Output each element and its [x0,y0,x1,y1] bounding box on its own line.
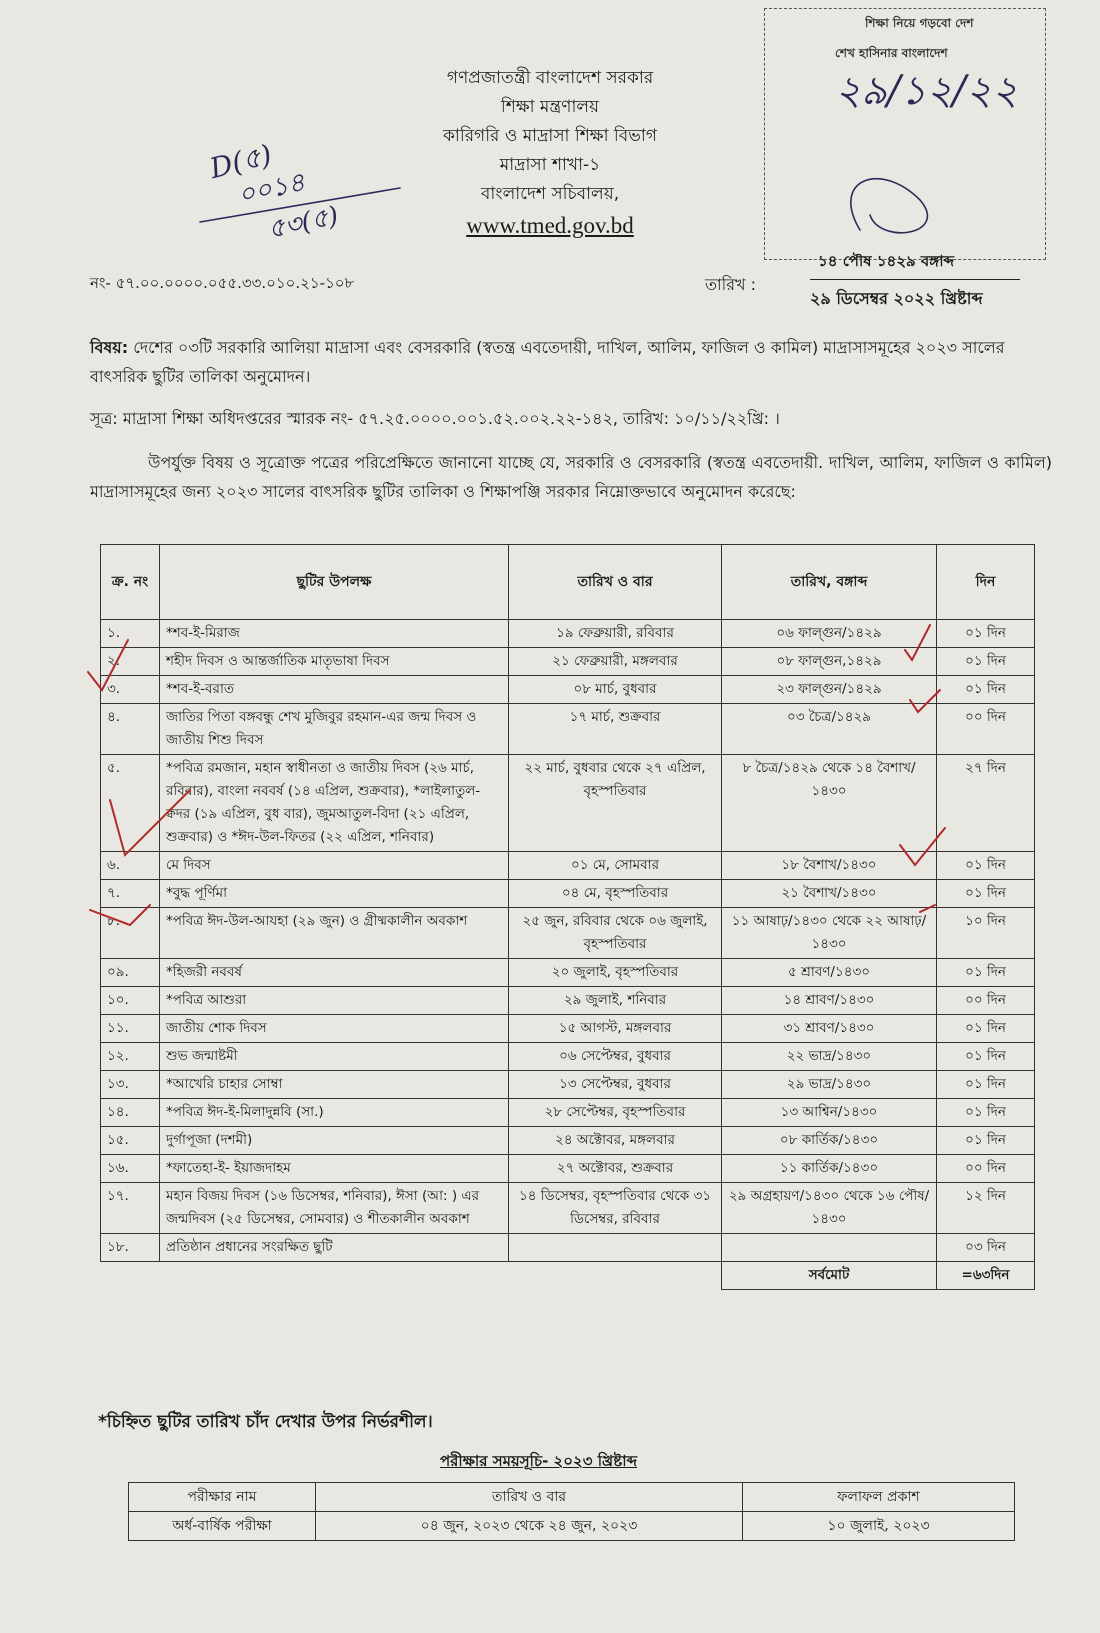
row-days: ০১ দিন [937,852,1035,880]
subject [90,333,1050,391]
memo-number: নং- ৫৭.০০.০০০০.০৫৫.৩৩.০১০.২১-১০৮ [90,274,355,292]
row-occasion: *শব-ই-বরাত [160,676,509,704]
table-row [101,704,1035,755]
exam-result-date: ১০ জুলাই, ২০২৩ [743,1512,1015,1541]
row-days: ১২ দিন [937,1183,1035,1234]
col-serial: ক্র. নং [101,545,160,620]
table-row [101,755,1035,852]
date-divider [810,279,1020,280]
exam-date: ০৪ জুন, ২০২৩ থেকে ২৪ জুন, ২০২৩ [316,1512,743,1541]
table-row [101,908,1035,959]
exam-schedule-title: পরীক্ষার সময়সূচি- ২০২৩ খ্রিষ্টাব্দ [440,1452,638,1470]
exam-schedule-table [128,1482,1015,1541]
row-bangla-date: ১১ কার্তিক/১৪৩০ [722,1155,937,1183]
row-occasion: *ফাতেহা-ই- ইয়াজদাহম [160,1155,509,1183]
exam-row [129,1512,1015,1541]
row-occasion: *বুদ্ধ পূর্ণিমা [160,880,509,908]
exam-col-date: তারিখ ও বার [316,1483,743,1512]
row-serial: ১২. [101,1043,160,1071]
table-row [101,1155,1035,1183]
row-bangla-date: ০৬ ফাল্গুন/১৪২৯ [722,620,937,648]
row-date [509,1234,722,1262]
table-row [101,676,1035,704]
body-paragraph: উপর্যুক্ত বিষয় ও সূত্রোক্ত পত্রের পরিপ্রেক্ষিতে জানানো যাচ্ছে যে, সরকারি ও বেসরকারি (স্বতন্ত্র এবতেদায়ী. দাখিল, আলিম, ফাজিল ও কামিল) মাদ্রাসাসমূহের জন্য ২০২৩ সালের বাৎসরিক ছুটির তালিকা ও শিক্ষাপঞ্জি সরকার নিম্নোক্তভাবে অনুমোদন করেছে: [90,453,1052,501]
header-line-2: শিক্ষা মন্ত্রণালয় [500,97,600,117]
row-bangla-date [722,1234,937,1262]
exam-name: অর্ধ-বার্ষিক পরীক্ষা [129,1512,316,1541]
row-date: ০১ মে, সোমবার [509,852,722,880]
row-serial: ২. [101,648,160,676]
row-bangla-date: ২৯ অগ্রহায়ণ/১৪৩০ থেকে ১৬ পৌষ/১৪৩০ [722,1183,937,1234]
row-occasion: জাতীয় শোক দিবস [160,1015,509,1043]
row-bangla-date: ১১ আষাঢ়/১৪৩০ থেকে ২২ আষাঢ়/১৪৩০ [722,908,937,959]
row-bangla-date: ২১ বৈশাখ/১৪৩০ [722,880,937,908]
row-days: ০১ দিন [937,1043,1035,1071]
row-date: ২১ ফেব্রুয়ারী, মঙ্গলবার [509,648,722,676]
row-date: ১৭ মার্চ, শুক্রবার [509,704,722,755]
row-date: ১৯ ফেব্রুয়ারী, রবিবার [509,620,722,648]
row-serial: ০৯. [101,959,160,987]
row-date: ০৬ সেপ্টেম্বর, বুধবার [509,1043,722,1071]
table-row [101,987,1035,1015]
subject-label: বিষয়: [90,338,129,357]
row-occasion: *আখেরি চাহার সোম্বা [160,1071,509,1099]
reference [90,406,1050,433]
row-date: ২৫ জুন, রবিবার থেকে ০৬ জুলাই, বৃহস্পতিবার [509,908,722,959]
table-row [101,1234,1035,1262]
row-bangla-date: ২৩ ফাল্গুন/১৪২৯ [722,676,937,704]
letterhead [300,64,800,240]
holiday-table-header [101,545,1035,620]
stamp-handwritten-date: ২৯/১২/২২ [835,68,1018,114]
table-row [101,1015,1035,1043]
row-occasion: জাতির পিতা বঙ্গবন্ধু শেখ মুজিবুর রহমান-এর জন্ম দিবস ও জাতীয় শিশু দিবস [160,704,509,755]
row-days: ০১ দিন [937,1015,1035,1043]
holiday-table [100,544,1035,1290]
row-serial: ১১. [101,1015,160,1043]
row-serial: ৩. [101,676,160,704]
row-bangla-date: ৮ চৈত্র/১৪২৯ থেকে ১৪ বৈশাখ/১৪৩০ [722,755,937,852]
total-value: =৬৩দিন [937,1262,1035,1290]
row-serial: ১৪. [101,1099,160,1127]
reference-text: মাদ্রাসা শিক্ষা অধিদপ্তরের স্মারক নং- ৫৭.২৫.০০০০.০০১.৫২.০০২.২২-১৪২, তারিখ: ১০/১১/২২খ্রি: । [122,409,780,428]
total-label: সর্বমোট [722,1262,937,1290]
date-gregorian: ২৯ ডিসেম্বর ২০২২ খ্রিষ্টাব্দ [810,289,983,308]
row-serial: ১. [101,620,160,648]
row-occasion: শুভ জন্মাষ্টমী [160,1043,509,1071]
table-row [101,880,1035,908]
table-row [101,852,1035,880]
row-days: ০০ দিন [937,1155,1035,1183]
table-row [101,648,1035,676]
row-occasion: *পবিত্র রমজান, মহান স্বাধীনতা ও জাতীয় দিবস (২৬ মার্চ, রবিবার), বাংলা নববর্ষ (১৪ এপ্রিল, শুক্রবার), *লাইলাতুল-ক্বদর (১৯ এপ্রিল, বুধ বার), জুমআতুল-বিদা (২১ এপ্রিল, শুক্রবার) ও *ঈদ-উল-ফিতর (২২ এপ্রিল, শনিবার) [160,755,509,852]
row-date: ১৫ আগস্ট, মঙ্গলবার [509,1015,722,1043]
table-row [101,1183,1035,1234]
row-days: ০১ দিন [937,1099,1035,1127]
row-date: ২৮ সেপ্টেম্বর, বৃহস্পতিবার [509,1099,722,1127]
row-bangla-date: ২৯ ভাদ্র/১৪৩০ [722,1071,937,1099]
exam-col-result: ফলাফল প্রকাশ [743,1483,1015,1512]
col-days: দিন [937,545,1035,620]
stamp-line-1: শিক্ষা নিয়ে গড়বো দেশ [865,16,974,30]
table-row [101,1099,1035,1127]
table-row [101,1043,1035,1071]
row-serial: ৫. [101,755,160,852]
row-occasion: *হিজরী নববর্ষ [160,959,509,987]
row-occasion: প্রতিষ্ঠান প্রধানের সংরক্ষিত ছুটি [160,1234,509,1262]
row-date: ০৪ মে, বৃহস্পতিবার [509,880,722,908]
header-line-4: মাদ্রাসা শাখা-১ [499,155,601,175]
row-bangla-date: ৫ শ্রাবণ/১৪৩০ [722,959,937,987]
table-row [101,1071,1035,1099]
row-bangla-date: ৩১ শ্রাবণ/১৪৩০ [722,1015,937,1043]
row-occasion: শহীদ দিবস ও আন্তর্জাতিক মাতৃভাষা দিবস [160,648,509,676]
row-date: ২৯ জুলাই, শনিবার [509,987,722,1015]
row-occasion: *পবিত্র ঈদ-ই-মিলাদুন্নবি (সা.) [160,1099,509,1127]
exam-col-name: পরীক্ষার নাম [129,1483,316,1512]
row-days: ০০ দিন [937,987,1035,1015]
table-row [101,1127,1035,1155]
row-days: ০১ দিন [937,1127,1035,1155]
row-bangla-date: ২২ ভাদ্র/১৪৩০ [722,1043,937,1071]
row-days: ০১ দিন [937,959,1035,987]
row-date: ১৩ সেপ্টেম্বর, বুধবার [509,1071,722,1099]
row-date: ২৪ অক্টোবর, মঙ্গলবার [509,1127,722,1155]
row-days: ০১ দিন [937,648,1035,676]
date-bangla: ১৪ পৌষ ১৪২৯ বঙ্গাব্দ [818,252,955,270]
row-bangla-date: ০৩ চৈত্র/১৪২৯ [722,704,937,755]
row-bangla-date: ০৮ ফাল্গুন,১৪২৯ [722,648,937,676]
row-occasion: *শব-ই-মিরাজ [160,620,509,648]
row-days: ০১ দিন [937,880,1035,908]
ministry-website-link[interactable]: www.tmed.gov.bd [466,213,634,238]
row-serial: ৬. [101,852,160,880]
row-date: ০৮ মার্চ, বুধবার [509,676,722,704]
subject-text: দেশের ০৩টি সরকারি আলিয়া মাদ্রাসা এবং বেসরকারি (স্বতন্ত্র এবতেদায়ী, দাখিল, আলিম, ফাজিল ও কামিল) মাদ্রাসাসমূহের ২০২৩ সালের বাৎসরিক ছুটির তালিকা অনুমোদন। [90,338,1005,386]
row-occasion: মে দিবস [160,852,509,880]
row-days: ০৩ দিন [937,1234,1035,1262]
row-days: ০০ দিন [937,704,1035,755]
row-serial: ৮. [101,908,160,959]
row-days: ১০ দিন [937,908,1035,959]
row-date: ২০ জুলাই, বৃহস্পতিবার [509,959,722,987]
row-date: ২৭ অক্টোবর, শুক্রবার [509,1155,722,1183]
row-serial: ৪. [101,704,160,755]
row-bangla-date: ০৮ কার্তিক/১৪৩০ [722,1127,937,1155]
row-bangla-date: ১৩ আশ্বিন/১৪৩০ [722,1099,937,1127]
handwritten-note-3: ৫৩(৫) [265,200,342,246]
table-row [101,620,1035,648]
row-days: ০১ দিন [937,676,1035,704]
row-serial: ১৭. [101,1183,160,1234]
row-days: ০১ দিন [937,620,1035,648]
row-days: ২৭ দিন [937,755,1035,852]
row-serial: ১৬. [101,1155,160,1183]
row-occasion: দুর্গাপূজা (দশমী) [160,1127,509,1155]
stamp-line-2: শেখ হাসিনার বাংলাদেশ [835,46,948,60]
row-serial: ৭. [101,880,160,908]
header-line-5: বাংলাদেশ সচিবালয়, [480,184,620,204]
col-date-day: তারিখ ও বার [509,545,722,620]
total-row [101,1262,1035,1290]
handwritten-note-2: ০০১৪ [235,167,308,211]
col-bangla-date: তারিখ, বঙ্গাব্দ [722,545,937,620]
row-serial: ১৫. [101,1127,160,1155]
row-date: ১৪ ডিসেম্বর, বৃহস্পতিবার থেকে ৩১ ডিসেম্বর, রবিবার [509,1183,722,1234]
moon-sighting-footnote: *চিহ্নিত ছুটির তারিখ চাঁদ দেখার উপর নির্ভরশীল। [98,1412,433,1432]
row-days: ০১ দিন [937,1071,1035,1099]
table-row [101,959,1035,987]
exam-table-header [129,1483,1015,1512]
row-serial: ১৩. [101,1071,160,1099]
row-bangla-date: ১৪ শ্রাবণ/১৪৩০ [722,987,937,1015]
row-occasion: *পবিত্র আশুরা [160,987,509,1015]
header-line-1: গণপ্রজাতন্ত্রী বাংলাদেশ সরকার [446,68,654,88]
row-occasion: *পবিত্র ঈদ-উল-আযহা (২৯ জুন) ও গ্রীষ্মকালীন অবকাশ [160,908,509,959]
row-serial: ১৮. [101,1234,160,1262]
col-occasion: ছুটির উপলক্ষ [160,545,509,620]
row-serial: ১০. [101,987,160,1015]
row-date: ২২ মার্চ, বুধবার থেকে ২৭ এপ্রিল, বৃহস্পতিবার [509,755,722,852]
handwritten-note-1: D(৫) [206,137,276,186]
header-line-3: কারিগরি ও মাদ্রাসা শিক্ষা বিভাগ [443,126,657,146]
receipt-stamp [764,8,1046,260]
date-label: তারিখ : [705,275,757,294]
reference-label: সূত্র: [90,409,118,428]
row-bangla-date: ১৮ বৈশাখ/১৪৩০ [722,852,937,880]
row-occasion: মহান বিজয় দিবস (১৬ ডিসেম্বর, শনিবার), ঈসা (আ: ) এর জন্মদিবস (২৫ ডিসেম্বর, সোমবার) ও শীতকালীন অবকাশ [160,1183,509,1234]
